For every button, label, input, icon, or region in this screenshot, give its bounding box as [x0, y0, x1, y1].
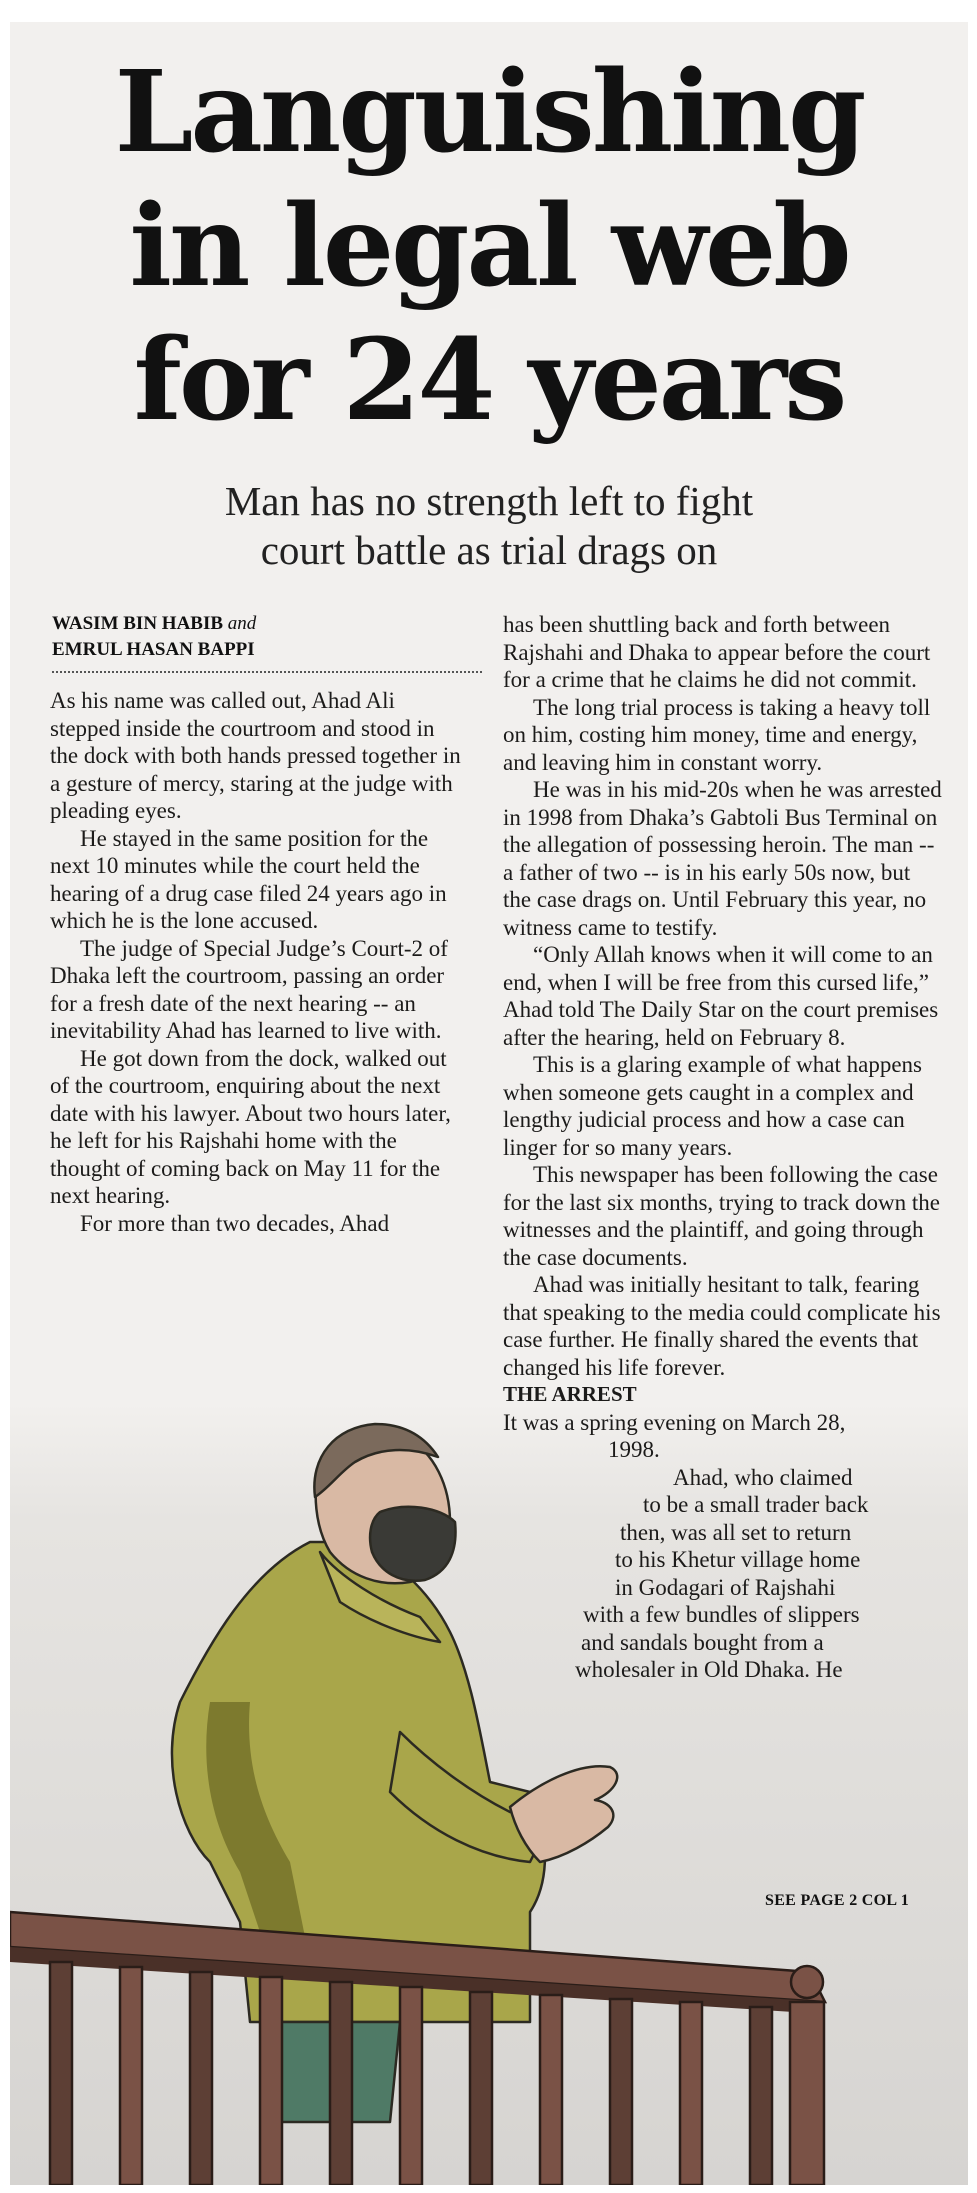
paragraph: For more than two decades, Ahad	[80, 1210, 390, 1236]
byline	[52, 611, 482, 673]
paragraph: As his name was called out, Ahad Ali stepped inside the courtroom and stood in the dock with both hands pressed together in a gesture of mercy, staring at the judge with pleading eyes.	[50, 688, 461, 823]
section-heading: THE ARREST	[503, 1382, 637, 1406]
paragraph: He stayed in the same position for the next 10 minutes while the court held the hearing of a drug case filed 24 years ago in which he is the lone accused.	[50, 825, 447, 933]
headline-line: for 24 years	[133, 315, 845, 446]
paragraph: Ahad was initially hesitant to talk, fearing that speaking to the media could complicate his case further. He finally shared the events that changed his life forever.	[503, 1272, 941, 1380]
post	[470, 1992, 492, 2185]
paragraph: He was in his mid-20s when he was arrested in 1998 from Dhaka’s Gabtoli Bus Terminal on the allegation of possessing heroin. The man -- a father of two -- is in his early 50s now, but the case drags on. Until February this year, no witness came to testify.	[503, 777, 942, 940]
wrapped-line: to be a small trader back	[643, 1492, 869, 1517]
subheadline-line: Man has no strength left to fight	[224, 478, 754, 524]
paragraph: has been shuttling back and forth between Rajshahi and Dhaka to appear before the court for a crime that he claims he did not commit.	[503, 612, 931, 692]
post	[260, 1977, 282, 2185]
article-column-right	[503, 611, 943, 1684]
headline	[10, 46, 968, 448]
subheadline	[10, 477, 968, 575]
headline-line: Languishing	[114, 47, 864, 178]
article-column-left	[50, 687, 462, 1237]
wrapped-line: 1998.	[608, 1437, 660, 1462]
wrapped-line: in Godagari of Rajshahi	[615, 1574, 836, 1600]
face-mask	[370, 1507, 455, 1581]
post	[540, 1995, 562, 2185]
paragraph: The judge of Special Judge’s Court-2 of Dhaka left the courtroom, passing an order for a fresh date of the next hearing -- an inevitability Ahad has learned to live with.	[50, 935, 448, 1043]
newel-post	[790, 2002, 824, 2185]
post	[50, 1962, 72, 2185]
wrapped-line: with a few bundles of slippers	[583, 1602, 860, 1627]
post	[400, 1987, 422, 2185]
author-name: EMRUL HASAN BAPPI	[52, 639, 255, 660]
paragraph: “Only Allah knows when it will come to an end, when I will be free from this cursed life,” Ahad told The Daily Star on the court premises after the hearing, held on February 8.	[503, 942, 939, 1050]
wrapped-line: It was a spring evening on March 28,	[503, 1409, 846, 1435]
post	[750, 2007, 772, 2185]
post	[190, 1972, 212, 2185]
wrapped-line: and sandals bought from a	[581, 1629, 824, 1655]
headline-line: in legal web	[129, 181, 849, 312]
paragraph: This is a glaring example of what happens when someone gets caught in a complex and lengthy judicial process and how a case can linger for so many years.	[503, 1052, 922, 1160]
wrapped-line: Ahad, who claimed	[673, 1464, 853, 1490]
post	[120, 1967, 142, 2185]
newspaper-page	[10, 22, 968, 2185]
post	[330, 1982, 352, 2185]
byline-line	[52, 611, 482, 637]
wrapped-line: to his Khetur village home	[615, 1547, 861, 1572]
author-name: WASIM BIN HABIB	[52, 613, 224, 634]
byline-conjunction: and	[227, 613, 257, 634]
wrapped-line: wholesaler in Old Dhaka. He	[575, 1657, 843, 1682]
paragraph: He got down from the dock, walked out of the courtroom, enquiring about the next date with his lawyer. About two hours later, he left for his Rajshahi home with the thought of coming back on May 11 for the next hearing.	[50, 1045, 451, 1208]
paragraph: This newspaper has been following the case for the last six months, trying to track down the witnesses and the plaintiff, and going through the case documents.	[503, 1162, 940, 1270]
wrapped-line: then, was all set to return	[620, 1519, 852, 1545]
subheadline-line: court battle as trial drags on	[260, 527, 718, 573]
post	[610, 1999, 632, 2185]
paragraph: The long trial process is taking a heavy toll on him, costing him money, time and energy, and leaving him in constant worry.	[503, 694, 931, 775]
post	[680, 2002, 702, 2185]
newel-knob	[791, 1966, 823, 1998]
continued-on-link[interactable]: SEE PAGE 2 COL 1	[765, 1892, 910, 1909]
